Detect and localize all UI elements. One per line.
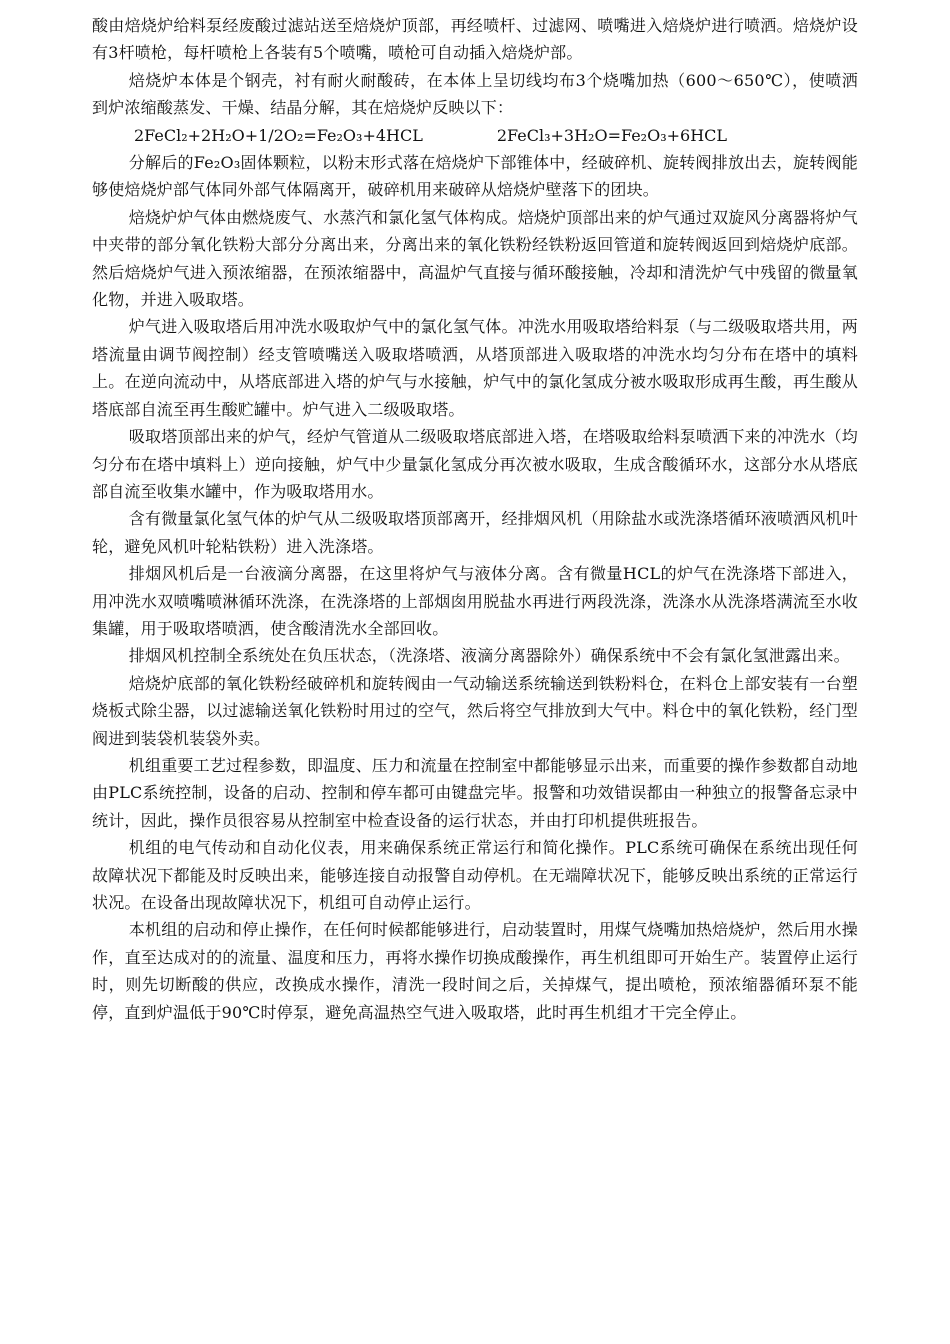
paragraph-process-control: 机组重要工艺过程参数，即温度、压力和流量在控制室中都能够显示出来，而重要的操作参数都自动地由PLC系统控制，设备的启动、控制和停车都可由键盘完毕。报警和功效错误都由一种独立的报警备忘录中统计，因此，操作员很容易从控制室中检查设备的运行状态，并由打印机提供班报告。 bbox=[92, 755, 858, 830]
paragraph-exhaust-fan: 含有微量氯化氢气体的炉气从二级吸取塔顶部离开，经排烟风机（用除盐水或洗涤塔循环液喷洒风机叶轮，避免风机叶轮粘铁粉）进入洗涤塔。 bbox=[92, 509, 858, 556]
paragraph-roaster-gas: 焙烧炉炉气体由燃烧废气、水蒸汽和氯化氢气体构成。焙烧炉顶部出来的炉气通过双旋风分离器将炉气中夹带的部分氧化铁粉大部分分离出来，分离出来的氧化铁粉经铁粉返回管道和旋转阀返回到焙烧炉底部。然后焙烧炉气进入预浓缩器，在预浓缩器中，高温炉气直接与循环酸接触，冷却和清洗炉气中残留的微量氧化物，并进入吸取塔。 bbox=[92, 207, 858, 310]
paragraph-oxide-discharge: 分解后的Fe₂O₃固体颗粒，以粉末形式落在焙烧炉下部锥体中，经破碎机、旋转阀排放出去，旋转阀能够使焙烧炉部气体同外部气体隔离开，破碎机用来破碎从焙烧炉壁落下的团块。 bbox=[92, 153, 858, 200]
paragraph-roaster-body: 焙烧炉本体是个钢壳，衬有耐火耐酸砖，在本体上呈切线均布3个烧嘴加热（600～650℃），使喷洒到炉浓缩酸蒸发、干燥、结晶分解，其在焙烧炉反映以下： bbox=[92, 70, 858, 118]
paragraph-start-stop: 本机组的启动和停止操作，在任何时候都能够进行，启动装置时，用煤气烧嘴加热焙烧炉，然后用水操作，直至达成对的的流量、温度和压力，再将水操作切换成酸操作，再生机组即可开始生产。装置停止运行时，则先切断酸的供应，改换成水操作，清洗一段时间之后，关掉煤气，提出喷枪，预浓缩器循环泵不能停，直到炉温低于90℃时停泵，避免高温热空气进入吸取塔，此时再生机组才干完全停止。 bbox=[92, 920, 858, 1022]
reaction-equations bbox=[92, 122, 858, 149]
paragraph-absorber: 炉气进入吸取塔后用冲洗水吸取炉气中的氯化氢气体。冲洗水用吸取塔给料泵（与二级吸取塔共用，两塔流量由调节阀控制）经支管喷嘴送入吸取塔喷洒，从塔顶部进入吸取塔的冲洗水均匀分布在塔中的填料上。在逆向流动中，从塔底部进入塔的炉气与水接触，炉气中的氯化氢成分被水吸取形成再生酸，再生酸从塔底部自流至再生酸贮罐中。炉气进入二级吸取塔。 bbox=[92, 317, 858, 419]
paragraph-electrical-instrumentation: 机组的电气传动和自动化仪表，用来确保系统正常运行和简化操作。PLC系统可确保在系统出现任何故障状况下都能及时反映出来，能够连接自动报警自动停机。在无端障状况下，能够反映出系统的正常运行状况。在设备出现故障状况下，机组可自动停止运行。 bbox=[92, 838, 858, 912]
reaction-equation-fecl2: 2FeCl₂+2H₂O+1/2O₂=Fe₂O₃+4HCL bbox=[134, 125, 423, 145]
paragraph-spray-feed: 酸由焙烧炉给料泵经废酸过滤站送至焙烧炉顶部，再经喷杆、过滤网、喷嘴进入焙烧炉进行喷洒。焙烧炉设有3杆喷枪，每杆喷枪上各装有5个喷嘴，喷枪可自动插入焙烧炉部。 bbox=[92, 16, 858, 63]
reaction-equation-fecl3: 2FeCl₃+3H₂O=Fe₂O₃+6HCL bbox=[496, 125, 728, 145]
paragraph-second-absorber: 吸取塔顶部出来的炉气，经炉气管道从二级吸取塔底部进入塔，在塔吸取给料泵喷洒下来的冲洗水（均匀分布在塔中填料上）逆向接触，炉气中少量氯化氢成分再次被水吸取，生成含酸循环水，这部分水从塔底部自流至收集水罐中，作为吸取塔用水。 bbox=[92, 427, 858, 501]
paragraph-oxide-conveying: 焙烧炉底部的氧化铁粉经破碎机和旋转阀由一气动输送系统输送到铁粉料仓，在料仓上部安装有一台塑烧板式除尘器，以过滤输送氧化铁粉时用过的空气，然后将空气排放到大气中。料仓中的氧化铁粉，经门型阀进到装袋机装袋外卖。 bbox=[92, 673, 858, 748]
paragraph-droplet-separator: 排烟风机后是一台液滴分离器，在这里将炉气与液体分离。含有微量HCL的炉气在洗涤塔下部进入，用冲洗水双喷嘴喷淋循环洗涤，在洗涤塔的上部烟囱用脱盐水再进行两段洗涤，洗涤水从洗涤塔满流至水收集罐，用于吸取塔喷洒，使含酸清洗水全部回收。 bbox=[92, 564, 858, 638]
paragraph-negative-pressure: 排烟风机控制全系统处在负压状态，（洗涤塔、液滴分离器除外）确保系统中不会有氯化氢泄露出来。 bbox=[128, 646, 850, 666]
